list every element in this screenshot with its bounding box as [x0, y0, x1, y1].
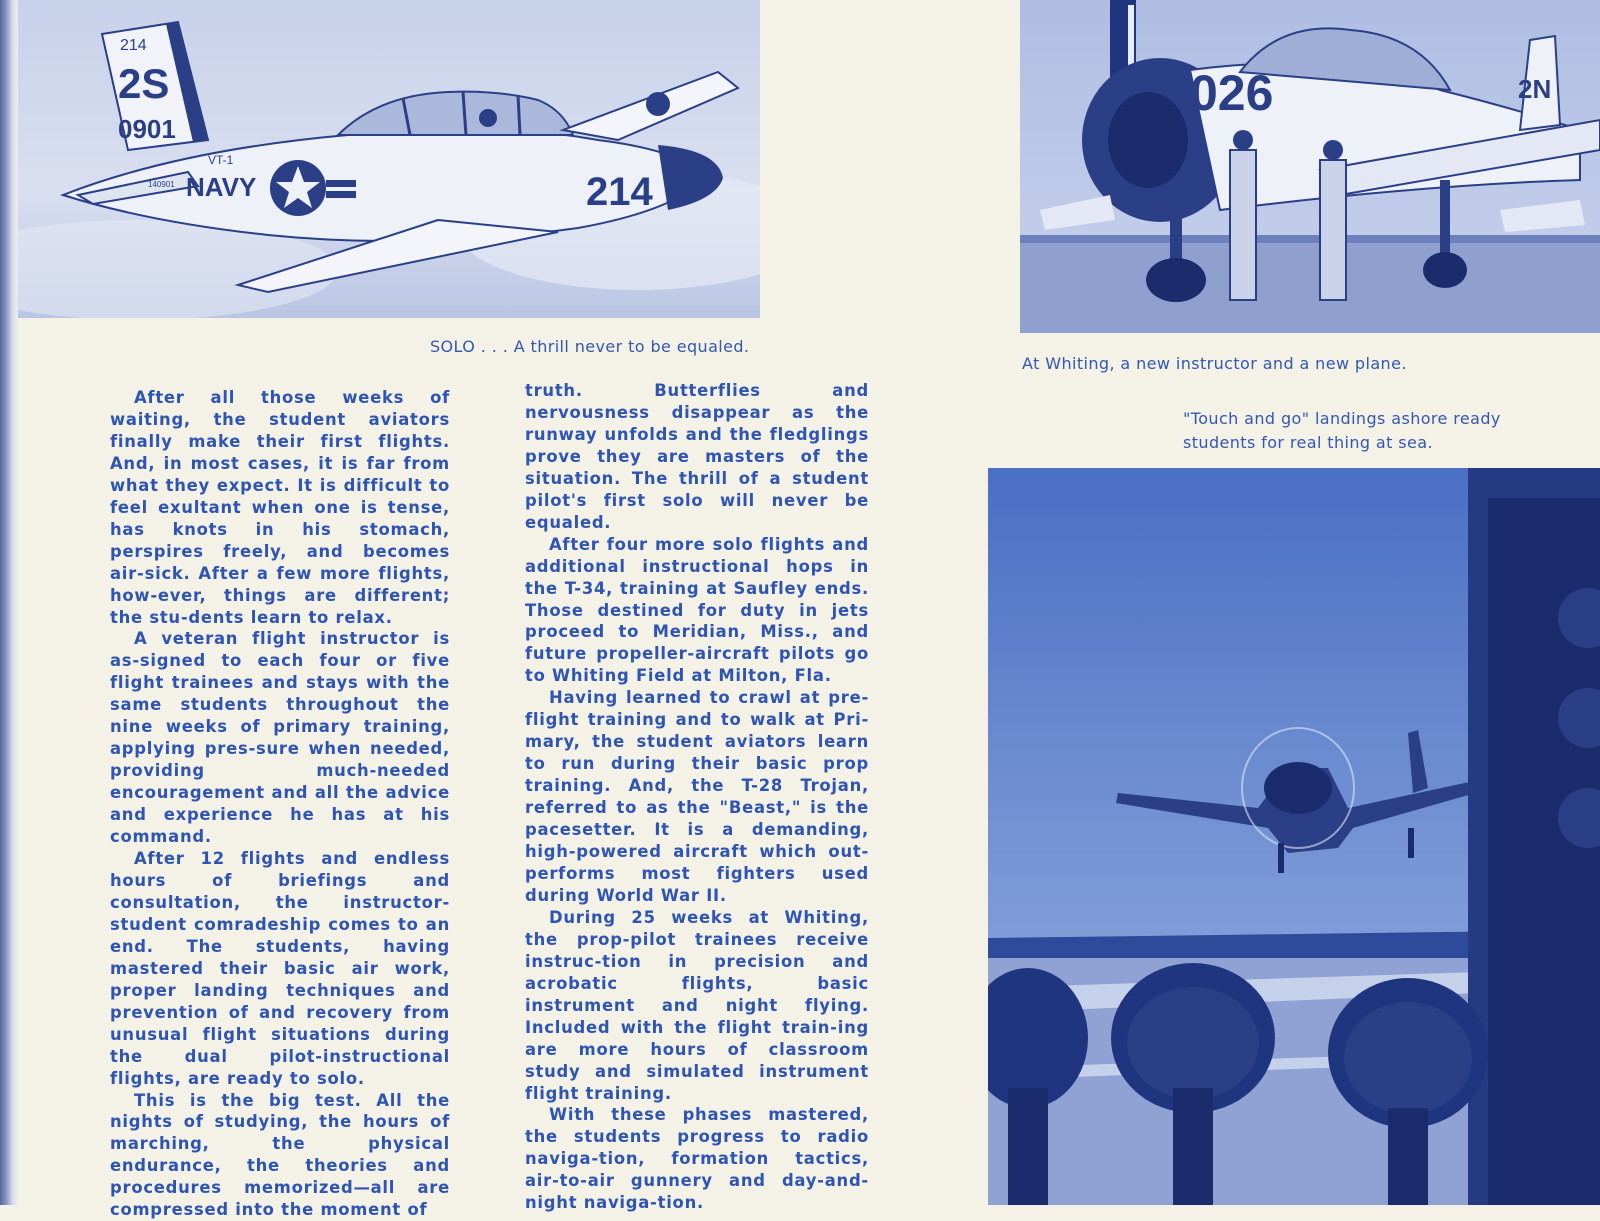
fuselage-serial: 140901 [148, 180, 175, 189]
col1-paragraph-4: This is the big test. All the nights of studying, the hours of marching, the physical endurance, the theories and procedures memorized—all are compressed into the moment of [110, 1090, 450, 1221]
col1-paragraph-2: A veteran flight instructor is as-signed to each four or five flight trainees and stays with the same students throughout the nine weeks of primary training, applying pres-sure when needed, providing much-needed encouragement and all the advice and experience he has at his command. [110, 628, 450, 848]
caption-touch-line-2: students for real thing at sea. [1183, 433, 1433, 452]
tail-code: 2S [118, 60, 169, 107]
photo-t34-solo-flight [18, 0, 760, 318]
nose-number: 214 [586, 170, 653, 214]
body-column-1 [110, 387, 450, 1221]
navy-marking: NAVY [186, 172, 256, 202]
col1-paragraph-3: After 12 flights and endless hours of briefings and consultation, the instructor-student comradeship comes to an end. The students, having mastered their basic air work, proper landing techniques and prevention of and recovery from unusual flight situations during the dual pilot-instructional flights, are ready to solo. [110, 848, 450, 1089]
caption-whiting: At Whiting, a new instructor and a new plane. [1022, 352, 1407, 376]
col2-paragraph-4: During 25 weeks at Whiting, the prop-pilot trainees receive instruc-tion in precision and acrobatic flights, basic instrument and night flying. Included with the flight train-ing are more hours of classroom study and simulated instrument flight training. [525, 907, 869, 1105]
body-column-2 [525, 380, 869, 1214]
col1-paragraph-1: After all those weeks of waiting, the student aviators finally make their first flights. And, in most cases, it is far from what they expect. It is difficult to feel exultant when one is tense, has knots in his stomach, perspires freely, and becomes air-sick. After a few more flights, how-ever, things are different; the stu-dents learn to relax. [110, 387, 450, 628]
photo-touch-and-go-landing [988, 468, 1600, 1205]
ground-nose-number: 026 [1190, 65, 1273, 121]
col2-paragraph-3: Having learned to crawl at pre-flight training and to walk at Pri-mary, the student aviators learn to run during their basic prop training. And, the T-28 Trojan, referred to as the "Beast," is the pacesetter. It is a demanding, high-powered aircraft which out-performs most fighters used during World War II. [525, 687, 869, 907]
ground-tail-code: 2N [1518, 74, 1551, 104]
caption-solo: SOLO . . . A thrill never to be equaled. [430, 335, 749, 359]
photo-t28-ground [1020, 0, 1600, 333]
caption-touch-line-1: "Touch and go" landings ashore ready [1183, 409, 1501, 428]
caption-touch-and-go [1183, 407, 1501, 455]
col2-paragraph-5: With these phases mastered, the students progress to radio naviga-tion, formation tactics, air-to-air gunnery and day-and-night naviga-tion. [525, 1104, 869, 1214]
tail-number: 0901 [118, 114, 176, 144]
squadron-mark: VT-1 [208, 153, 234, 167]
page-binding-edge [0, 0, 18, 1205]
col2-paragraph-2: After four more solo flights and additional instructional hops in the T-34, training at Saufley ends. Those destined for duty in jets proceed to Meridian, Miss., and future propeller-aircraft pilots go to Whiting Field at Milton, Fla. [525, 534, 869, 688]
col2-paragraph-1: truth. Butterflies and nervousness disappear as the runway unfolds and the fledglings prove they are masters of the situation. The thrill of a student pilot's first solo will never be equaled. [525, 380, 869, 534]
tail-top-number: 214 [120, 37, 147, 54]
